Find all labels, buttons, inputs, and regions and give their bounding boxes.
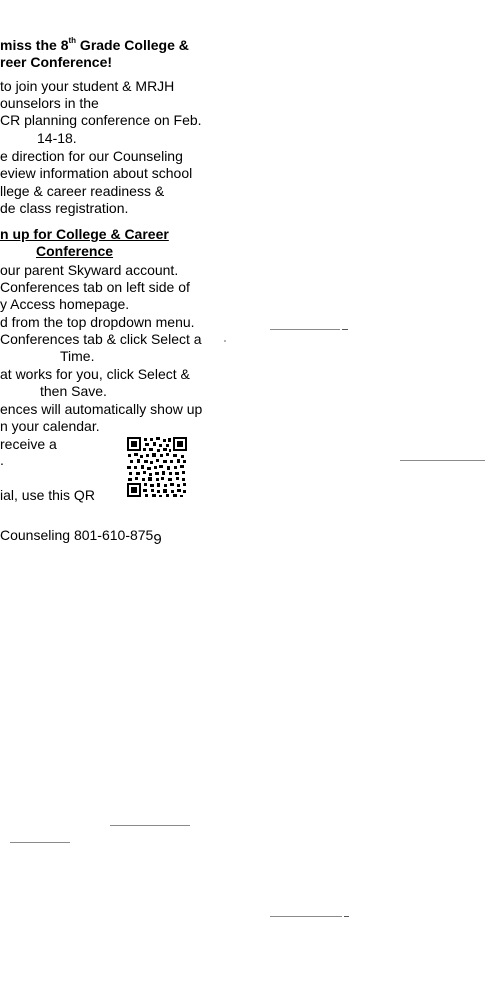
- intro-line: 14-18.: [37, 130, 77, 146]
- step-line: then Save.: [40, 383, 107, 399]
- step-line: ial, use this QR: [0, 487, 95, 503]
- heading-line-2: reer Conference!: [0, 54, 113, 70]
- scan-artifact-dot: [224, 340, 226, 342]
- step-line: at works for you, click Select &: [0, 366, 190, 382]
- step-line: .: [0, 452, 4, 468]
- intro-line: CR planning conference on Feb.: [0, 112, 202, 128]
- signup-title-line-1: n up for College & Career: [0, 226, 169, 242]
- scan-artifact-line: [344, 916, 349, 917]
- scan-artifact-line: [110, 825, 190, 826]
- step-line: d from the top dropdown menu.: [0, 314, 195, 330]
- intro-line: e direction for our Counseling: [0, 148, 183, 164]
- qr-code-icon: [126, 436, 188, 498]
- step-line: Time.: [60, 348, 95, 364]
- intro-line: de class registration.: [0, 200, 129, 216]
- step-line: Conferences tab on left side of: [0, 279, 190, 295]
- scan-artifact-line: [342, 329, 348, 330]
- intro-line: llege & career readiness &: [0, 183, 165, 199]
- scan-artifact-line: [400, 460, 485, 461]
- scan-artifact-line: [270, 329, 340, 330]
- step-line: our parent Skyward account.: [0, 262, 179, 278]
- step-line: receive a: [0, 436, 57, 452]
- step-line: Conferences tab & click Select a: [0, 331, 202, 347]
- step-line: y Access homepage.: [0, 296, 130, 312]
- intro-line: eview information about school: [0, 165, 193, 181]
- step-line: n your calendar.: [0, 418, 100, 434]
- scan-artifact-line: [10, 842, 70, 843]
- contact-line: Counseling 801-610-8759: [0, 527, 162, 548]
- heading-line-1: miss the 8th Grade College &: [0, 36, 189, 53]
- signup-title-line-2: Conference: [36, 243, 114, 259]
- step-line: ences will automatically show up: [0, 401, 203, 417]
- intro-line: ounselors in the: [0, 95, 99, 111]
- scan-artifact-line: [270, 916, 342, 917]
- intro-line: to join your student & MRJH: [0, 78, 175, 94]
